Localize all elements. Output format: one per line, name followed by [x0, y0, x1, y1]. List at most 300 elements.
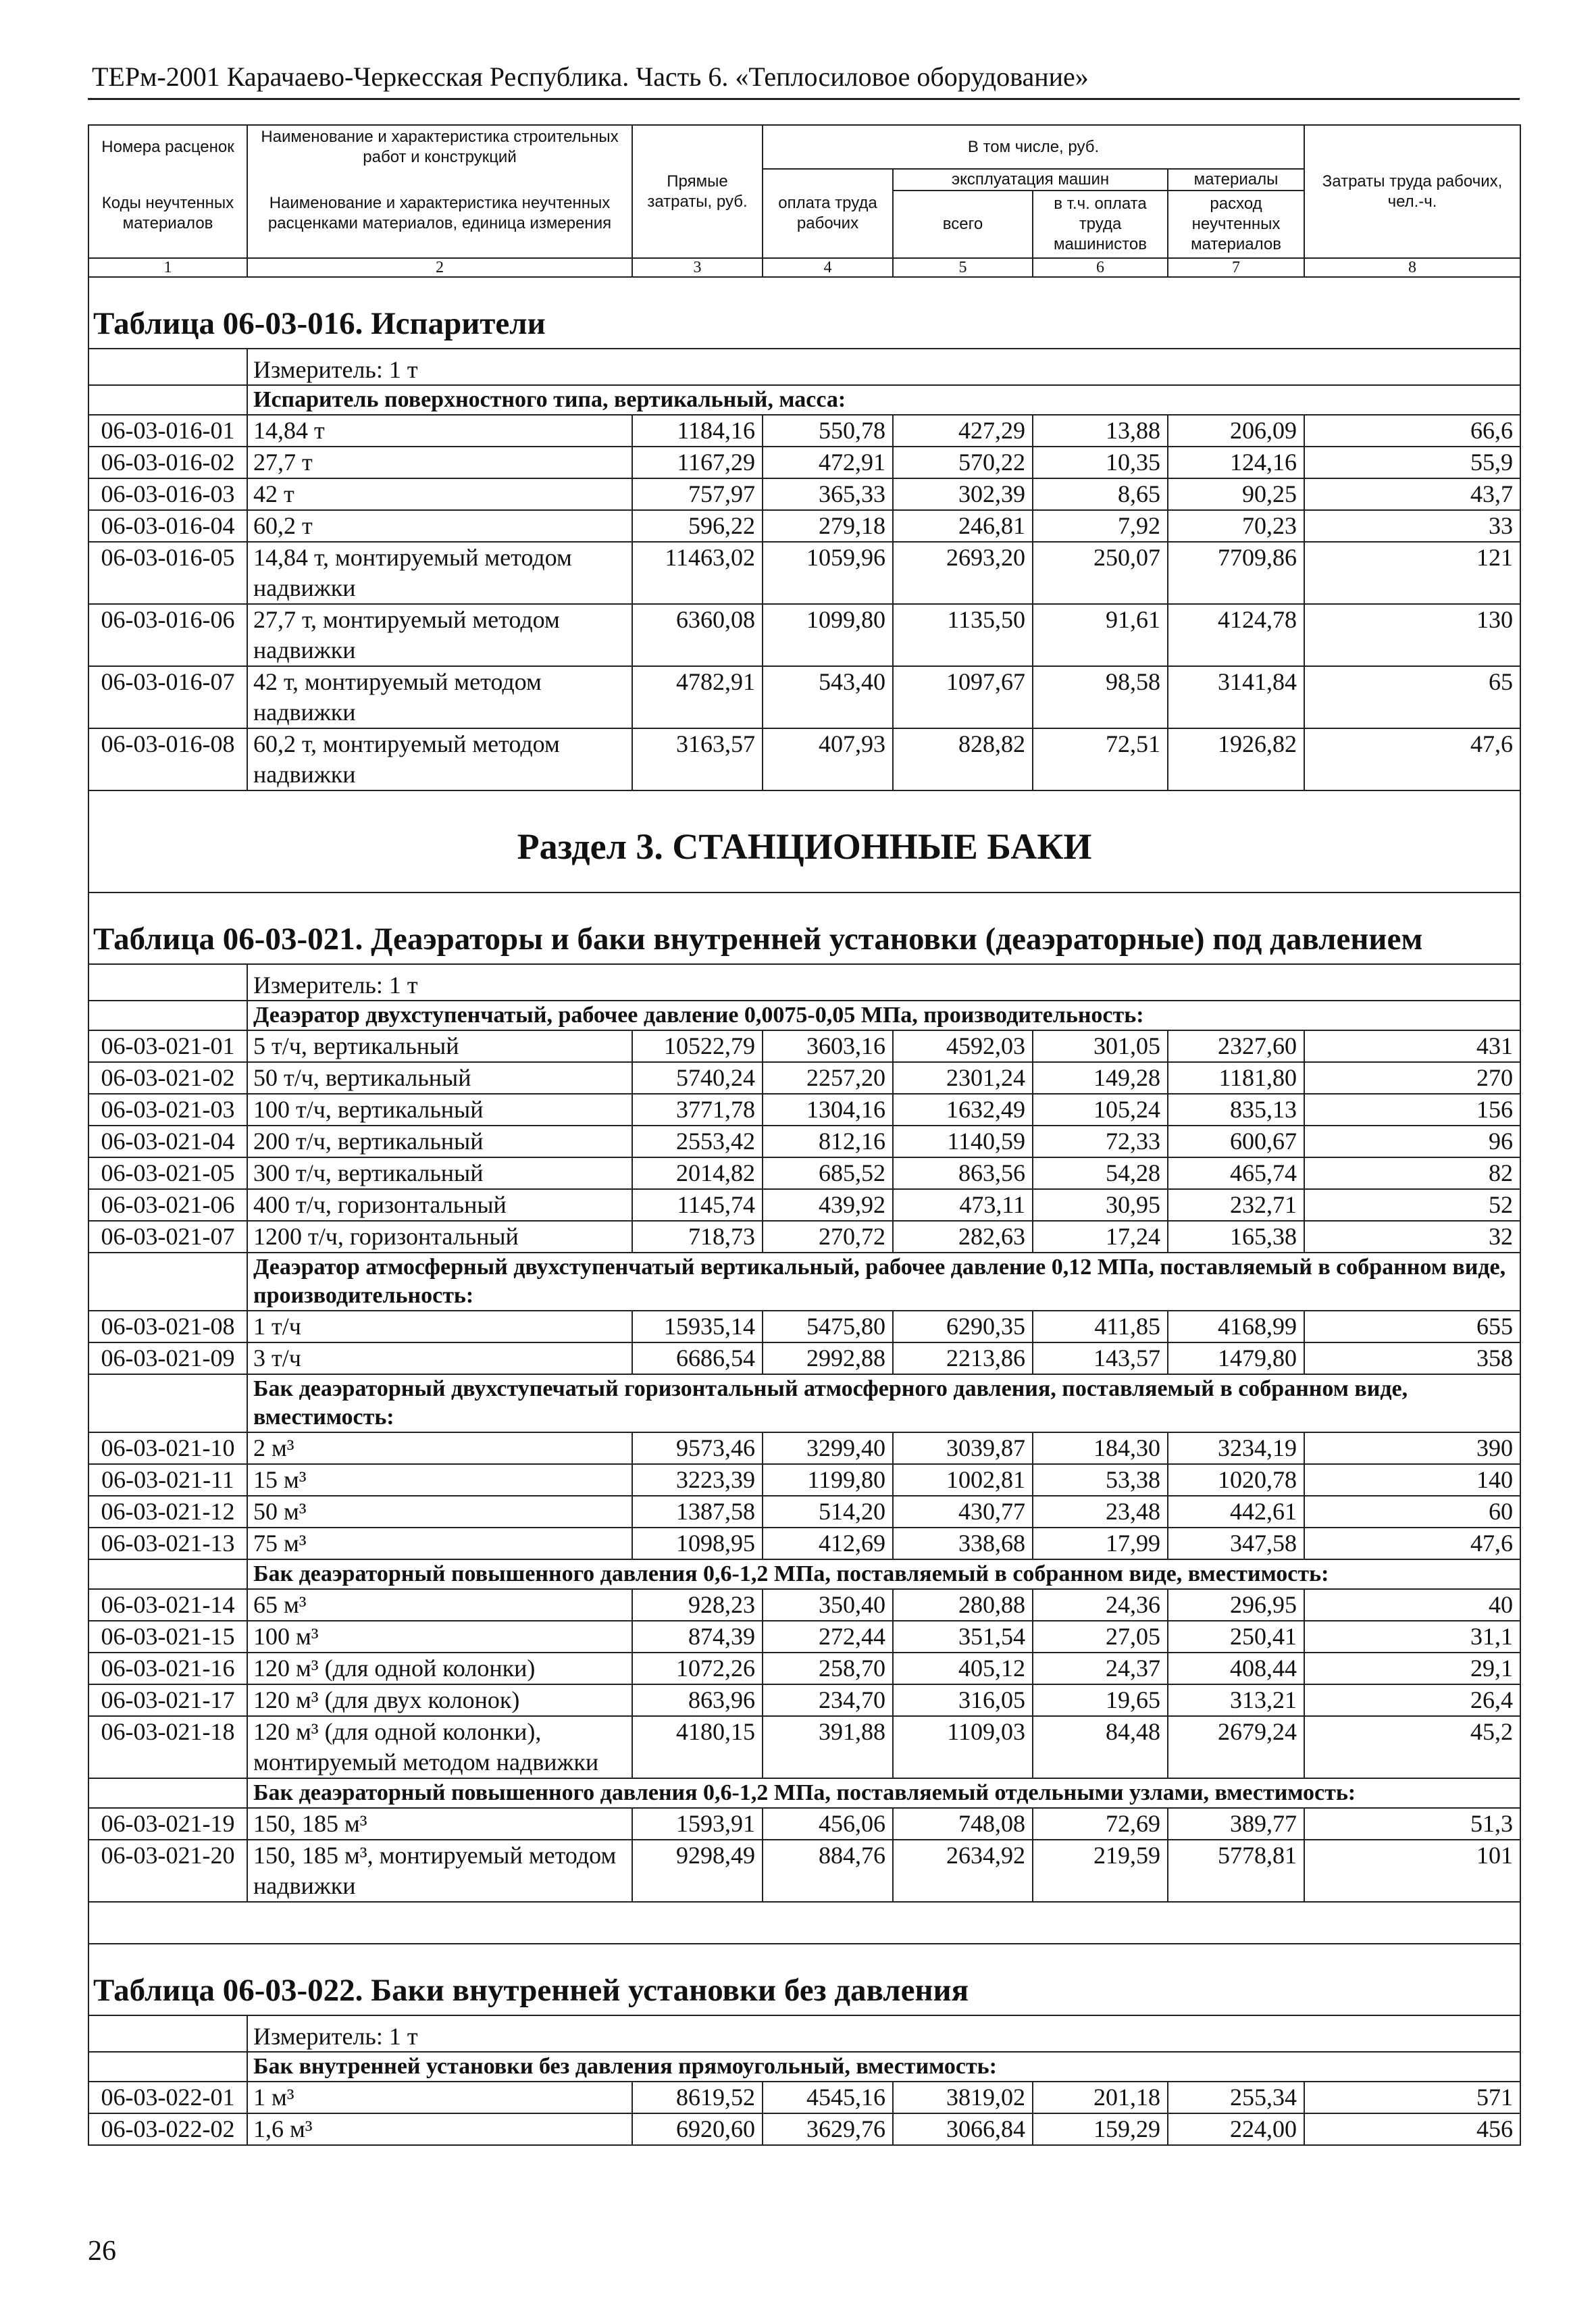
machinist-wages: 72,69: [1033, 1808, 1168, 1840]
machinist-wages: 7,92: [1033, 510, 1168, 542]
group-heading-row: [88, 385, 1520, 415]
direct-costs: 863,96: [632, 1684, 763, 1716]
rate-code: 06-03-022-02: [88, 2113, 247, 2145]
machinist-wages: 19,65: [1033, 1684, 1168, 1716]
table-row: [88, 728, 1520, 790]
rate-code: 06-03-021-07: [88, 1221, 247, 1253]
labor-hours: 65: [1304, 666, 1520, 728]
column-number: 6: [1033, 258, 1168, 277]
col-header-direct-costs: Прямые затраты, руб.: [632, 125, 763, 258]
rate-code: 06-03-022-01: [88, 2082, 247, 2113]
machinist-wages: 91,61: [1033, 604, 1168, 666]
work-name: 42 т, монтируемый методом надвижки: [247, 666, 632, 728]
table-row: [88, 1094, 1520, 1126]
direct-costs: 718,73: [632, 1221, 763, 1253]
wages: 391,88: [763, 1716, 893, 1778]
table-row: [88, 666, 1520, 728]
rate-code: 06-03-016-04: [88, 510, 247, 542]
group-heading-row: [88, 1001, 1520, 1030]
section-title-row: [88, 790, 1520, 892]
labor-hours: 33: [1304, 510, 1520, 542]
machinist-wages: 84,48: [1033, 1716, 1168, 1778]
col-header-wages: оплата труда рабочих: [763, 169, 893, 258]
materials-use: 313,21: [1168, 1684, 1304, 1716]
table-row: [88, 1126, 1520, 1157]
materials-use: 3141,84: [1168, 666, 1304, 728]
wages: 2257,20: [763, 1062, 893, 1094]
direct-costs: 6686,54: [632, 1342, 763, 1374]
materials-use: 255,34: [1168, 2082, 1304, 2113]
labor-hours: 140: [1304, 1464, 1520, 1496]
materials-use: 1479,80: [1168, 1342, 1304, 1374]
wages: 472,91: [763, 447, 893, 478]
rate-code: 06-03-021-10: [88, 1432, 247, 1464]
group-heading-row: [88, 1778, 1520, 1808]
work-name: 120 м³ (для одной колонки): [247, 1653, 632, 1684]
work-name: 14,84 т: [247, 415, 632, 447]
rate-code: 06-03-021-04: [88, 1126, 247, 1157]
work-name: 60,2 т: [247, 510, 632, 542]
labor-hours: 156: [1304, 1094, 1520, 1126]
labor-hours: 431: [1304, 1030, 1520, 1062]
materials-use: 4168,99: [1168, 1311, 1304, 1342]
machinist-wages: 13,88: [1033, 415, 1168, 447]
direct-costs: 1098,95: [632, 1528, 763, 1559]
direct-costs: 1167,29: [632, 447, 763, 478]
table-row: [88, 1589, 1520, 1621]
work-name: 60,2 т, монтируемый методом надвижки: [247, 728, 632, 790]
wages: 279,18: [763, 510, 893, 542]
rate-code: 06-03-021-05: [88, 1157, 247, 1189]
direct-costs: 9573,46: [632, 1432, 763, 1464]
wages: 234,70: [763, 1684, 893, 1716]
rate-code: 06-03-021-14: [88, 1589, 247, 1621]
group-heading: Деаэратор атмосферный двухступенчатый вертикальный, рабочее давление 0,12 МПа, поставляемый в собранном виде, производительность:: [247, 1253, 1520, 1311]
table-body: [88, 277, 1520, 2145]
work-name: 3 т/ч: [247, 1342, 632, 1374]
direct-costs: 10522,79: [632, 1030, 763, 1062]
table-row: [88, 1684, 1520, 1716]
table-row: [88, 1528, 1520, 1559]
labor-hours: 66,6: [1304, 415, 1520, 447]
measure-unit: Измеритель: 1 т: [247, 349, 1520, 385]
direct-costs: 874,39: [632, 1621, 763, 1653]
materials-use: 4124,78: [1168, 604, 1304, 666]
machines-total: 3039,87: [893, 1432, 1033, 1464]
labor-hours: 571: [1304, 2082, 1520, 2113]
labor-hours: 55,9: [1304, 447, 1520, 478]
work-name: 75 м³: [247, 1528, 632, 1559]
table-row: [88, 1221, 1520, 1253]
machines-total: 1097,67: [893, 666, 1033, 728]
column-number: 5: [893, 258, 1033, 277]
empty-cell: [88, 385, 247, 415]
wages: 350,40: [763, 1589, 893, 1621]
wages: 407,93: [763, 728, 893, 790]
empty-cell: [88, 1001, 247, 1030]
machinist-wages: 98,58: [1033, 666, 1168, 728]
work-name: 5 т/ч, вертикальный: [247, 1030, 632, 1062]
labor-hours: 43,7: [1304, 478, 1520, 510]
wages: 1059,96: [763, 542, 893, 604]
table-row: [88, 1189, 1520, 1221]
direct-costs: 3163,57: [632, 728, 763, 790]
machines-total: 748,08: [893, 1808, 1033, 1840]
wages: 884,76: [763, 1840, 893, 1902]
labor-hours: 45,2: [1304, 1716, 1520, 1778]
machinist-wages: 10,35: [1033, 447, 1168, 478]
direct-costs: 757,97: [632, 478, 763, 510]
direct-costs: 2553,42: [632, 1126, 763, 1157]
labor-hours: 29,1: [1304, 1653, 1520, 1684]
machinist-wages: 23,48: [1033, 1496, 1168, 1528]
machinist-wages: 8,65: [1033, 478, 1168, 510]
work-name: 150, 185 м³, монтируемый методом надвижки: [247, 1840, 632, 1902]
work-name: 1 т/ч: [247, 1311, 632, 1342]
wages: 365,33: [763, 478, 893, 510]
col-header-including: В том числе, руб.: [763, 125, 1304, 169]
wages: 550,78: [763, 415, 893, 447]
group-heading: Деаэратор двухступенчатый, рабочее давление 0,0075-0,05 МПа, производительность:: [247, 1001, 1520, 1030]
work-name: 150, 185 м³: [247, 1808, 632, 1840]
rate-code: 06-03-021-03: [88, 1094, 247, 1126]
materials-use: 224,00: [1168, 2113, 1304, 2145]
machinist-wages: 30,95: [1033, 1189, 1168, 1221]
col-header-materials: материалы: [1168, 169, 1304, 191]
work-name: 100 м³: [247, 1621, 632, 1653]
work-name: 400 т/ч, горизонтальный: [247, 1189, 632, 1221]
machinist-wages: 159,29: [1033, 2113, 1168, 2145]
table-row: [88, 1840, 1520, 1902]
machinist-wages: 24,37: [1033, 1653, 1168, 1684]
work-name: 100 т/ч, вертикальный: [247, 1094, 632, 1126]
work-name: 1,6 м³: [247, 2113, 632, 2145]
machinist-wages: 219,59: [1033, 1840, 1168, 1902]
machines-total: 430,77: [893, 1496, 1033, 1528]
work-name: 1 м³: [247, 2082, 632, 2113]
rate-code: 06-03-016-05: [88, 542, 247, 604]
wages: 2992,88: [763, 1342, 893, 1374]
group-heading: Бак деаэраторный повышенного давления 0,6-1,2 МПа, поставляемый отдельными узлами, вместимость:: [247, 1778, 1520, 1808]
machinist-wages: 72,51: [1033, 728, 1168, 790]
rate-code: 06-03-021-19: [88, 1808, 247, 1840]
machines-total: 1140,59: [893, 1126, 1033, 1157]
machinist-wages: 411,85: [1033, 1311, 1168, 1342]
direct-costs: 1072,26: [632, 1653, 763, 1684]
wages: 514,20: [763, 1496, 893, 1528]
machinist-wages: 250,07: [1033, 542, 1168, 604]
table-title: Таблица 06-03-022. Баки внутренней установки без давления: [88, 1944, 1520, 2015]
materials-use: 1020,78: [1168, 1464, 1304, 1496]
work-name: 15 м³: [247, 1464, 632, 1496]
machinist-wages: 301,05: [1033, 1030, 1168, 1062]
wages: 685,52: [763, 1157, 893, 1189]
work-name: 300 т/ч, вертикальный: [247, 1157, 632, 1189]
measure-unit: Измеритель: 1 т: [247, 964, 1520, 1001]
machinist-wages: 72,33: [1033, 1126, 1168, 1157]
table-row: [88, 1464, 1520, 1496]
machines-total: 405,12: [893, 1653, 1033, 1684]
running-header: ТЕРм-2001 Карачаево-Черкесская Республика. Часть 6. «Теплосиловое оборудование»: [88, 61, 1520, 100]
labor-hours: 47,6: [1304, 728, 1520, 790]
table-row: [88, 1062, 1520, 1094]
work-name: 2 м³: [247, 1432, 632, 1464]
rate-code: 06-03-021-17: [88, 1684, 247, 1716]
empty-cell: [88, 1253, 247, 1311]
empty-cell: [88, 349, 247, 385]
materials-use: 7709,86: [1168, 542, 1304, 604]
machines-total: 2213,86: [893, 1342, 1033, 1374]
column-number: 1: [88, 258, 247, 277]
labor-hours: 655: [1304, 1311, 1520, 1342]
wages: 439,92: [763, 1189, 893, 1221]
labor-hours: 52: [1304, 1189, 1520, 1221]
labor-hours: 26,4: [1304, 1684, 1520, 1716]
group-heading-row: [88, 2052, 1520, 2082]
direct-costs: 4782,91: [632, 666, 763, 728]
rate-code: 06-03-021-15: [88, 1621, 247, 1653]
work-name: 27,7 т, монтируемый методом надвижки: [247, 604, 632, 666]
table-title-row: [88, 892, 1520, 964]
labor-hours: 270: [1304, 1062, 1520, 1094]
table-row: [88, 447, 1520, 478]
labor-hours: 101: [1304, 1840, 1520, 1902]
table-title: Таблица 06-03-016. Испарители: [88, 277, 1520, 349]
machinist-wages: 17,99: [1033, 1528, 1168, 1559]
materials-use: 3234,19: [1168, 1432, 1304, 1464]
wages: 812,16: [763, 1126, 893, 1157]
machines-total: 351,54: [893, 1621, 1033, 1653]
labor-hours: 32: [1304, 1221, 1520, 1253]
rate-code: 06-03-021-01: [88, 1030, 247, 1062]
direct-costs: 2014,82: [632, 1157, 763, 1189]
labor-hours: 82: [1304, 1157, 1520, 1189]
table-row: [88, 1716, 1520, 1778]
measure-unit-row: [88, 349, 1520, 385]
wages: 272,44: [763, 1621, 893, 1653]
materials-use: 347,58: [1168, 1528, 1304, 1559]
rate-code: 06-03-021-12: [88, 1496, 247, 1528]
labor-hours: 40: [1304, 1589, 1520, 1621]
column-number: 2: [247, 258, 632, 277]
table-row: [88, 1030, 1520, 1062]
materials-use: 2679,24: [1168, 1716, 1304, 1778]
group-heading: Бак внутренней установки без давления прямоугольный, вместимость:: [247, 2052, 1520, 2082]
materials-use: 232,71: [1168, 1189, 1304, 1221]
work-name: 1200 т/ч, горизонтальный: [247, 1221, 632, 1253]
table-row: [88, 1342, 1520, 1374]
group-heading: Испаритель поверхностного типа, вертикальный, масса:: [247, 385, 1520, 415]
machines-total: 280,88: [893, 1589, 1033, 1621]
work-name: 120 м³ (для двух колонок): [247, 1684, 632, 1716]
direct-costs: 5740,24: [632, 1062, 763, 1094]
machines-total: 3066,84: [893, 2113, 1033, 2145]
work-name: 27,7 т: [247, 447, 632, 478]
direct-costs: 3771,78: [632, 1094, 763, 1126]
table-title-row: [88, 1944, 1520, 2015]
materials-use: 90,25: [1168, 478, 1304, 510]
materials-use: 5778,81: [1168, 1840, 1304, 1902]
machinist-wages: 143,57: [1033, 1342, 1168, 1374]
work-name: 65 м³: [247, 1589, 632, 1621]
materials-use: 600,67: [1168, 1126, 1304, 1157]
materials-use: 442,61: [1168, 1496, 1304, 1528]
table-row: [88, 1311, 1520, 1342]
group-heading: Бак деаэраторный двухступечатый горизонтальный атмосферного давления, поставляемый в собранном виде, вместимость:: [247, 1374, 1520, 1432]
table-row: [88, 478, 1520, 510]
table-row: [88, 542, 1520, 604]
rate-code: 06-03-016-07: [88, 666, 247, 728]
column-number: 8: [1304, 258, 1520, 277]
direct-costs: 1145,74: [632, 1189, 763, 1221]
machines-total: 6290,35: [893, 1311, 1033, 1342]
direct-costs: 15935,14: [632, 1311, 763, 1342]
machines-total: 427,29: [893, 415, 1033, 447]
direct-costs: 1593,91: [632, 1808, 763, 1840]
col-header-material-names: Наименование и характеристика неучтенных расценками материалов, единица измерения: [247, 169, 632, 258]
machinist-wages: 149,28: [1033, 1062, 1168, 1094]
materials-use: 250,41: [1168, 1621, 1304, 1653]
wages: 1099,80: [763, 604, 893, 666]
machinist-wages: 24,36: [1033, 1589, 1168, 1621]
machinist-wages: 105,24: [1033, 1094, 1168, 1126]
materials-use: 70,23: [1168, 510, 1304, 542]
rate-code: 06-03-021-06: [88, 1189, 247, 1221]
wages: 4545,16: [763, 2082, 893, 2113]
machines-total: 2634,92: [893, 1840, 1033, 1902]
machines-total: 473,11: [893, 1189, 1033, 1221]
empty-cell: [88, 1559, 247, 1589]
col-header-works: Наименование и характеристика строительных работ и конструкций: [247, 125, 632, 169]
col-header-labor: Затраты труда рабочих, чел.-ч.: [1304, 125, 1520, 258]
work-name: 200 т/ч, вертикальный: [247, 1126, 632, 1157]
table-title: Таблица 06-03-021. Деаэраторы и баки внутренней установки (деаэраторные) под давлением: [88, 892, 1520, 964]
measure-unit-row: [88, 964, 1520, 1001]
labor-hours: 121: [1304, 542, 1520, 604]
direct-costs: 596,22: [632, 510, 763, 542]
spacer-row: [88, 1902, 1520, 1944]
page-number: 26: [88, 2236, 116, 2267]
machines-total: 1002,81: [893, 1464, 1033, 1496]
rate-code: 06-03-021-02: [88, 1062, 247, 1094]
table-title-row: [88, 277, 1520, 349]
empty-cell: [88, 1374, 247, 1432]
machines-total: 302,39: [893, 478, 1033, 510]
labor-hours: 358: [1304, 1342, 1520, 1374]
materials-use: 206,09: [1168, 415, 1304, 447]
table-header: [88, 125, 1520, 258]
machinist-wages: 54,28: [1033, 1157, 1168, 1189]
machines-total: 246,81: [893, 510, 1033, 542]
machines-total: 338,68: [893, 1528, 1033, 1559]
materials-use: 1181,80: [1168, 1062, 1304, 1094]
measure-unit: Измеритель: 1 т: [247, 2015, 1520, 2052]
wages: 3629,76: [763, 2113, 893, 2145]
labor-hours: 390: [1304, 1432, 1520, 1464]
rate-code: 06-03-021-13: [88, 1528, 247, 1559]
col-header-codes: Номера расценок: [88, 125, 247, 169]
materials-use: 835,13: [1168, 1094, 1304, 1126]
materials-use: 1926,82: [1168, 728, 1304, 790]
table-row: [88, 510, 1520, 542]
labor-hours: 60: [1304, 1496, 1520, 1528]
rate-code: 06-03-021-08: [88, 1311, 247, 1342]
direct-costs: 4180,15: [632, 1716, 763, 1778]
col-header-material-use: расход неучтенных материалов: [1168, 191, 1304, 258]
section-title: Раздел 3. СТАНЦИОННЫЕ БАКИ: [88, 790, 1520, 892]
table-row: [88, 604, 1520, 666]
labor-hours: 51,3: [1304, 1808, 1520, 1840]
measure-unit-row: [88, 2015, 1520, 2052]
column-number: 7: [1168, 258, 1304, 277]
labor-hours: 31,1: [1304, 1621, 1520, 1653]
direct-costs: 9298,49: [632, 1840, 763, 1902]
wages: 3603,16: [763, 1030, 893, 1062]
work-name: 42 т: [247, 478, 632, 510]
machines-total: 282,63: [893, 1221, 1033, 1253]
col-header-material-codes: Коды неучтенных материалов: [88, 169, 247, 258]
machines-total: 570,22: [893, 447, 1033, 478]
machines-total: 863,56: [893, 1157, 1033, 1189]
table-row: [88, 1621, 1520, 1653]
wages: 543,40: [763, 666, 893, 728]
table-row: [88, 1808, 1520, 1840]
table-row: [88, 415, 1520, 447]
wages: 5475,80: [763, 1311, 893, 1342]
rate-code: 06-03-016-06: [88, 604, 247, 666]
rate-code: 06-03-021-16: [88, 1653, 247, 1684]
col-header-machines-total: всего: [893, 191, 1033, 258]
rate-code: 06-03-016-01: [88, 415, 247, 447]
machinist-wages: 201,18: [1033, 2082, 1168, 2113]
machinist-wages: 184,30: [1033, 1432, 1168, 1464]
table-row: [88, 1653, 1520, 1684]
machines-total: 2693,20: [893, 542, 1033, 604]
labor-hours: 456: [1304, 2113, 1520, 2145]
table-row: [88, 1496, 1520, 1528]
materials-use: 296,95: [1168, 1589, 1304, 1621]
wages: 456,06: [763, 1808, 893, 1840]
materials-use: 408,44: [1168, 1653, 1304, 1684]
machines-total: 1135,50: [893, 604, 1033, 666]
document-page: [88, 61, 1520, 2146]
labor-hours: 96: [1304, 1126, 1520, 1157]
empty-cell: [88, 2052, 247, 2082]
direct-costs: 3223,39: [632, 1464, 763, 1496]
machinist-wages: 53,38: [1033, 1464, 1168, 1496]
materials-use: 124,16: [1168, 447, 1304, 478]
direct-costs: 1184,16: [632, 415, 763, 447]
materials-use: 389,77: [1168, 1808, 1304, 1840]
empty-cell: [88, 964, 247, 1001]
machinist-wages: 17,24: [1033, 1221, 1168, 1253]
column-number: 4: [763, 258, 893, 277]
group-heading-row: [88, 1253, 1520, 1311]
direct-costs: 6920,60: [632, 2113, 763, 2145]
wages: 258,70: [763, 1653, 893, 1684]
rate-code: 06-03-021-11: [88, 1464, 247, 1496]
rate-code: 06-03-021-18: [88, 1716, 247, 1778]
direct-costs: 928,23: [632, 1589, 763, 1621]
machines-total: 4592,03: [893, 1030, 1033, 1062]
materials-use: 465,74: [1168, 1157, 1304, 1189]
price-table: [88, 124, 1521, 2146]
group-heading-row: [88, 1559, 1520, 1589]
rate-code: 06-03-016-03: [88, 478, 247, 510]
machines-total: 316,05: [893, 1684, 1033, 1716]
machines-total: 1109,03: [893, 1716, 1033, 1778]
table-row: [88, 1432, 1520, 1464]
